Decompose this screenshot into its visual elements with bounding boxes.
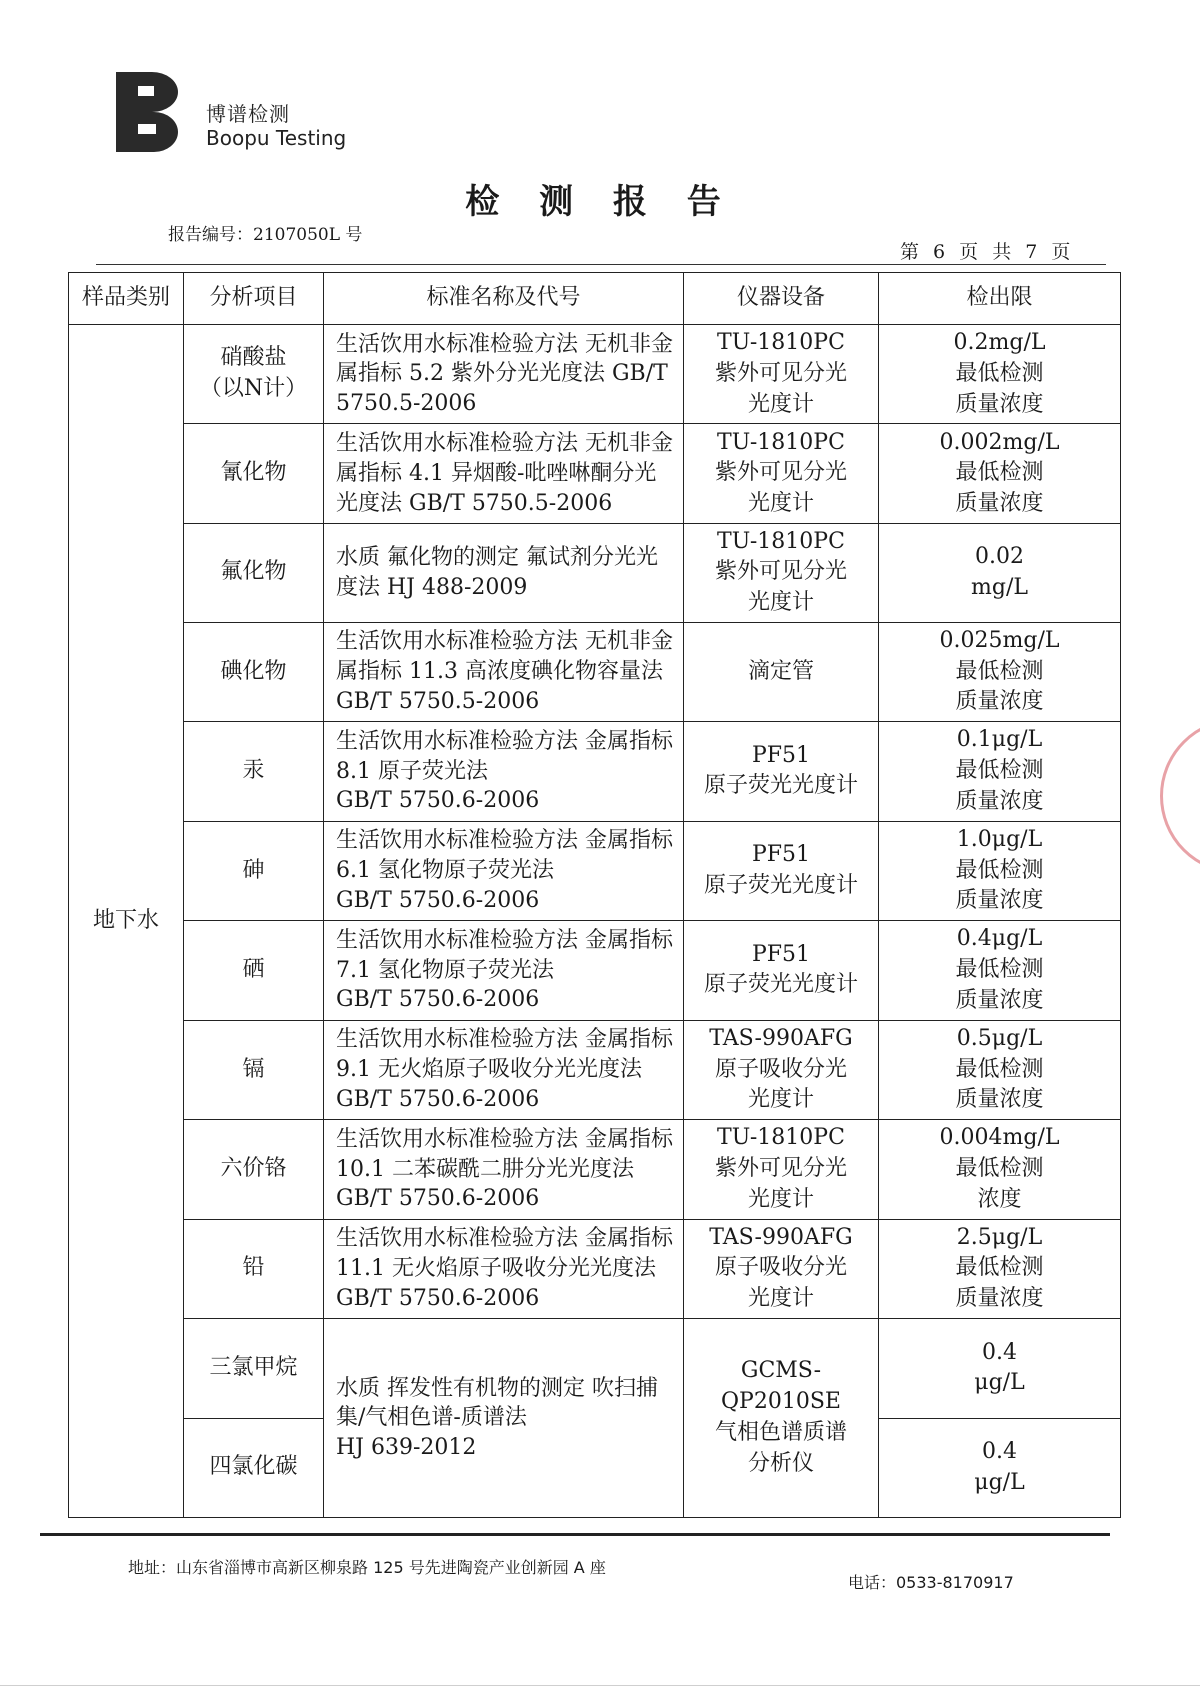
instrument-cell: PF51 原子荧光光度计 — [684, 921, 879, 1020]
table-header-row — [69, 273, 1121, 325]
analysis-item-cell: 氰化物 — [184, 424, 324, 523]
analysis-item-cell: 碘化物 — [184, 622, 324, 721]
table-row — [69, 622, 1121, 721]
instrument-cell: TU-1810PC 紫外可见分光 光度计 — [684, 424, 879, 523]
page-edge-line — [0, 1685, 1200, 1686]
analysis-item-cell: 铅 — [184, 1219, 324, 1318]
standard-cell: 生活饮用水标准检验方法 金属指标 8.1 原子荧光法 GB/T 5750.6-2006 — [324, 722, 684, 821]
analysis-item-cell: 镉 — [184, 1020, 324, 1119]
col-header-analysis-item: 分析项目 — [184, 273, 324, 325]
standard-cell: 水质 挥发性有机物的测定 吹扫捕集/气相色谱-质谱法 HJ 639-2012 — [324, 1319, 684, 1518]
instrument-cell: PF51 原子荧光光度计 — [684, 722, 879, 821]
analysis-item-cell: 四氯化碳 — [184, 1418, 324, 1517]
page-number: 第 6 页 共 7 页 — [900, 241, 1075, 263]
report-table — [68, 272, 1121, 1518]
analysis-item-cell: 汞 — [184, 722, 324, 821]
header-divider — [96, 264, 1106, 265]
standard-cell: 生活饮用水标准检验方法 金属指标 6.1 氢化物原子荧光法 GB/T 5750.6-2006 — [324, 821, 684, 920]
instrument-cell: 滴定管 — [684, 622, 879, 721]
standard-cell: 生活饮用水标准检验方法 无机非金属指标 11.3 高浓度碘化物容量法 GB/T 5750.5-2006 — [324, 622, 684, 721]
report-title: 检 测 报 告 — [465, 182, 735, 222]
standard-cell: 生活饮用水标准检验方法 无机非金属指标 4.1 异烟酸-吡唑啉酮分光光度法 GB/T 5750.5-2006 — [324, 424, 684, 523]
analysis-item-cell: 硝酸盐 （以N计） — [184, 325, 324, 424]
standard-cell: 水质 氟化物的测定 氟试剂分光光度法 HJ 488-2009 — [324, 523, 684, 622]
standard-cell: 生活饮用水标准检验方法 金属指标 10.1 二苯碳酰二肼分光光度法 GB/T 5750.6-2006 — [324, 1120, 684, 1219]
footer-divider — [40, 1533, 1110, 1536]
standard-cell: 生活饮用水标准检验方法 金属指标 11.1 无火焰原子吸收分光光度法 GB/T 5750.6-2006 — [324, 1219, 684, 1318]
table-row — [69, 424, 1121, 523]
analysis-item-cell: 硒 — [184, 921, 324, 1020]
detection-limit-cell: 0.2mg/L 最低检测 质量浓度 — [879, 325, 1121, 424]
detection-limit-cell: 2.5μg/L 最低检测 质量浓度 — [879, 1219, 1121, 1318]
official-seal-stamp — [1160, 718, 1200, 874]
detection-limit-cell: 0.1μg/L 最低检测 质量浓度 — [879, 722, 1121, 821]
analysis-item-cell: 三氯甲烷 — [184, 1319, 324, 1418]
detection-limit-cell: 0.5μg/L 最低检测 质量浓度 — [879, 1020, 1121, 1119]
boopu-logo-icon — [116, 72, 178, 152]
table-row — [69, 821, 1121, 920]
report-number: 报告编号：2107050L 号 — [168, 225, 363, 245]
instrument-cell: TU-1810PC 紫外可见分光 光度计 — [684, 325, 879, 424]
instrument-cell: PF51 原子荧光光度计 — [684, 821, 879, 920]
table-row — [69, 325, 1121, 424]
detection-limit-cell: 0.02 mg/L — [879, 523, 1121, 622]
detection-limit-cell: 0.002mg/L 最低检测 质量浓度 — [879, 424, 1121, 523]
standard-cell: 生活饮用水标准检验方法 无机非金属指标 5.2 紫外分光光度法 GB/T 5750.5-2006 — [324, 325, 684, 424]
analysis-item-cell: 六价铬 — [184, 1120, 324, 1219]
col-header-detection-limit: 检出限 — [879, 273, 1121, 325]
detection-limit-cell: 0.4μg/L 最低检测 质量浓度 — [879, 921, 1121, 1020]
company-phone: 电话：0533-8170917 — [848, 1573, 1014, 1592]
col-header-standard: 标准名称及代号 — [324, 273, 684, 325]
table-row — [69, 921, 1121, 1020]
table-row — [69, 1120, 1121, 1219]
instrument-cell: TU-1810PC 紫外可见分光 光度计 — [684, 1120, 879, 1219]
detection-limit-cell: 0.004mg/L 最低检测 浓度 — [879, 1120, 1121, 1219]
instrument-cell: TU-1810PC 紫外可见分光 光度计 — [684, 523, 879, 622]
table-row — [69, 1319, 1121, 1418]
col-header-sample-type: 样品类别 — [69, 273, 184, 325]
detection-limit-cell: 1.0μg/L 最低检测 质量浓度 — [879, 821, 1121, 920]
col-header-instrument: 仪器设备 — [684, 273, 879, 325]
table-row — [69, 722, 1121, 821]
table-row — [69, 523, 1121, 622]
instrument-cell: TAS-990AFG 原子吸收分光 光度计 — [684, 1219, 879, 1318]
brand-name-cn: 博谱检测 — [206, 102, 290, 126]
brand-name-en: Boopu Testing — [206, 126, 347, 150]
detection-limit-cell: 0.025mg/L 最低检测 质量浓度 — [879, 622, 1121, 721]
company-address: 地址：山东省淄博市高新区柳泉路 125 号先进陶瓷产业创新园 A 座 — [128, 1558, 606, 1577]
standard-cell: 生活饮用水标准检验方法 金属指标 7.1 氢化物原子荧光法 GB/T 5750.6-2006 — [324, 921, 684, 1020]
detection-limit-cell: 0.4 μg/L — [879, 1418, 1121, 1517]
instrument-cell: TAS-990AFG 原子吸收分光 光度计 — [684, 1020, 879, 1119]
table-row — [69, 1020, 1121, 1119]
table-row — [69, 1219, 1121, 1318]
analysis-item-cell: 砷 — [184, 821, 324, 920]
instrument-cell: GCMS-QP2010SE 气相色谱质谱 分析仪 — [684, 1319, 879, 1518]
standard-cell: 生活饮用水标准检验方法 金属指标 9.1 无火焰原子吸收分光光度法 GB/T 5750.6-2006 — [324, 1020, 684, 1119]
sample-type-cell: 地下水 — [69, 325, 184, 1518]
detection-limit-cell: 0.4 μg/L — [879, 1319, 1121, 1418]
analysis-item-cell: 氟化物 — [184, 523, 324, 622]
